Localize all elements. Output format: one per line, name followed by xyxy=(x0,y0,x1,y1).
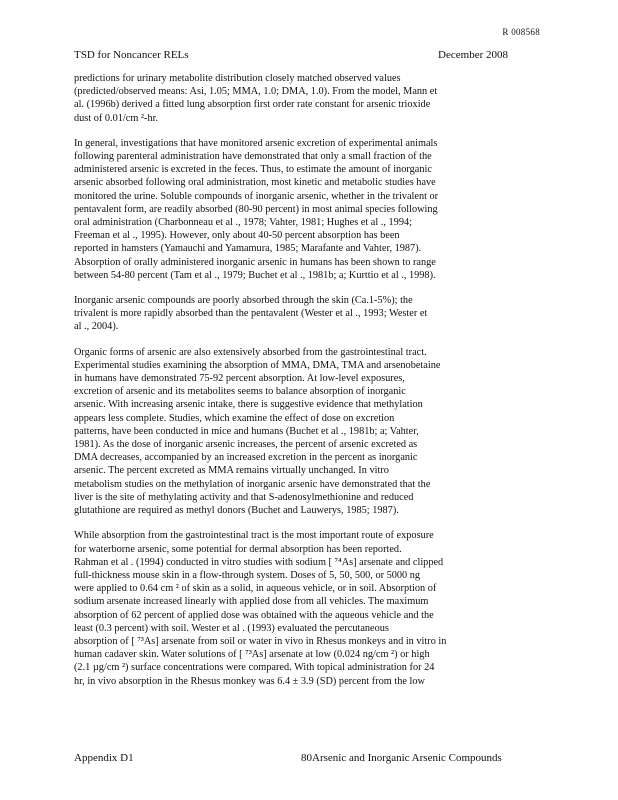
text-line: Experimental studies examining the absorption of MMA, DMA, TMA and arsenobetaine xyxy=(74,359,441,371)
text-line: (predicted/observed means: Asi, 1.05; MMA, 1.0; DMA, 1.0). From the model, Mann et xyxy=(74,86,438,98)
text-line: DMA decreases, accompanied by an increased excretion in the percent as inorganic xyxy=(74,452,418,464)
paragraph xyxy=(74,294,552,334)
text-line: 1981). As the dose of inorganic arsenic increases, the percent of arsenic excreted as xyxy=(74,439,418,451)
text-line: least (0.3 percent) with soil. Wester et al . (1993) evaluated the percutaneous xyxy=(74,622,389,634)
text-line: between 54-80 percent (Tam et al ., 1979; Buchet et al ., 1981b; a; Kurttio et al ., 1998). xyxy=(74,269,436,281)
text-line: trivalent is more rapidly absorbed than the pentavalent (Wester et al ., 1993; Wester et xyxy=(74,308,428,320)
text-line: In general, investigations that have monitored arsenic excretion of experimental animals xyxy=(74,137,438,149)
text-line: arsenic. The percent excreted as MMA remains virtually unchanged. In vitro xyxy=(74,465,389,477)
text-line: glutathione are required as methyl donors (Buchet and Lauwerys, 1985; 1987). xyxy=(74,505,399,517)
text-line: administered arsenic is excreted in the feces. Thus, to estimate the amount of inorganic xyxy=(74,164,432,176)
text-line: predictions for urinary metabolite distribution closely matched observed values xyxy=(74,73,401,84)
document-id: R 008568 xyxy=(502,27,540,37)
text-line: arsenic absorbed following oral administration, most kinetic and metabolic studies have xyxy=(74,177,436,189)
header-date: December 2008 xyxy=(438,49,508,61)
document-body xyxy=(74,72,552,700)
text-line: metabolism studies on the methylation of inorganic arsenic have demonstrated that the xyxy=(74,478,431,490)
text-line: following parenteral administration have demonstrated that only a small fraction of the xyxy=(74,151,432,163)
text-line: absorption of [ ⁷³As] arsenate from soil or water in vivo in Rhesus monkeys and in vitro in xyxy=(74,635,447,647)
text-line: full-thickness mouse skin in a flow-through system. Doses of 5, 50, 500, or 5000 ng xyxy=(74,569,421,581)
text-line: While absorption from the gastrointestinal tract is the most important route of exposure xyxy=(74,530,434,542)
text-line: Rahman et al . (1994) conducted in vitro studies with sodium [ ⁷⁴As] arsenate and clipped xyxy=(74,556,444,568)
text-line: reported in hamsters (Yamauchi and Yamamura, 1985; Marafante and Vahter, 1987). xyxy=(74,243,422,255)
text-line: oral administration (Charbonneau et al ., 1978; Vahter, 1981; Hughes et al ., 1994; xyxy=(74,217,412,229)
text-line: appears less complete. Studies, which examine the effect of dose on excretion xyxy=(74,412,395,424)
header-title: TSD for Noncancer RELs xyxy=(74,49,189,61)
text-line: human cadaver skin. Water solutions of [ ⁷³As] arsenate at low (0.024 ng/cm ²) or high xyxy=(74,649,430,661)
text-line: were applied to 0.64 cm ² of skin as a solid, in aqueous vehicle, or in soil. Absorption of xyxy=(74,583,437,595)
footer-page-title: 80Arsenic and Inorganic Arsenic Compounds xyxy=(301,752,502,764)
text-line: hr, in vivo absorption in the Rhesus monkey was 6.4 ± 3.9 (SD) percent from the low xyxy=(74,675,425,687)
text-line: in humans have demonstrated 75-92 percent absorption. At low-level exposures, xyxy=(74,373,405,385)
text-line: Inorganic arsenic compounds are poorly absorbed through the skin (Ca.1-5%); the xyxy=(74,295,413,307)
text-line: al ., 2004). xyxy=(74,321,119,333)
paragraph xyxy=(74,137,552,282)
paragraph xyxy=(74,346,552,518)
text-line: al. (1996b) derived a fitted lung absorption first order rate constant for arsenic trioxide xyxy=(74,99,431,111)
text-line: Absorption of orally administered inorganic arsenic in humans has been shown to range xyxy=(74,256,436,268)
text-line: absorption of 62 percent of applied dose was obtained with the aqueous vehicle and the xyxy=(74,609,434,621)
text-line: liver is the site of methylating activity and that S-adenosylmethionine and reduced xyxy=(74,491,414,503)
text-line: (2.1 µg/cm ²) surface concentrations were compared. With topical administration for 24 xyxy=(74,662,435,674)
text-line: patterns, have been conducted in mice and humans (Buchet et al ., 1981b; a; Vahter, xyxy=(74,425,419,437)
text-line: excretion of arsenic and its metabolites seems to balance absorption of inorganic xyxy=(74,386,406,398)
text-line: pentavalent form, are readily absorbed (80-90 percent) in most animal species following xyxy=(74,203,438,215)
paragraph xyxy=(74,72,552,125)
footer-appendix: Appendix D1 xyxy=(74,752,134,764)
text-line: Organic forms of arsenic are also extensively absorbed from the gastrointestinal tract. xyxy=(74,346,427,358)
text-line: monitored the urine. Soluble compounds of inorganic arsenic, whether in the trivalent or xyxy=(74,190,439,202)
text-line: for waterborne arsenic, some potential for dermal absorption has been reported. xyxy=(74,543,402,555)
text-line: Freeman et al ., 1995). However, only about 40-50 percent absorption has been xyxy=(74,230,400,242)
text-line: sodium arsenate increased linearly with applied dose from all vehicles. The maximum xyxy=(74,596,429,608)
text-line: dust of 0.01/cm ²-hr. xyxy=(74,112,159,124)
text-line: arsenic. With increasing arsenic intake, there is suggestive evidence that methylation xyxy=(74,399,423,411)
paragraph xyxy=(74,529,552,687)
